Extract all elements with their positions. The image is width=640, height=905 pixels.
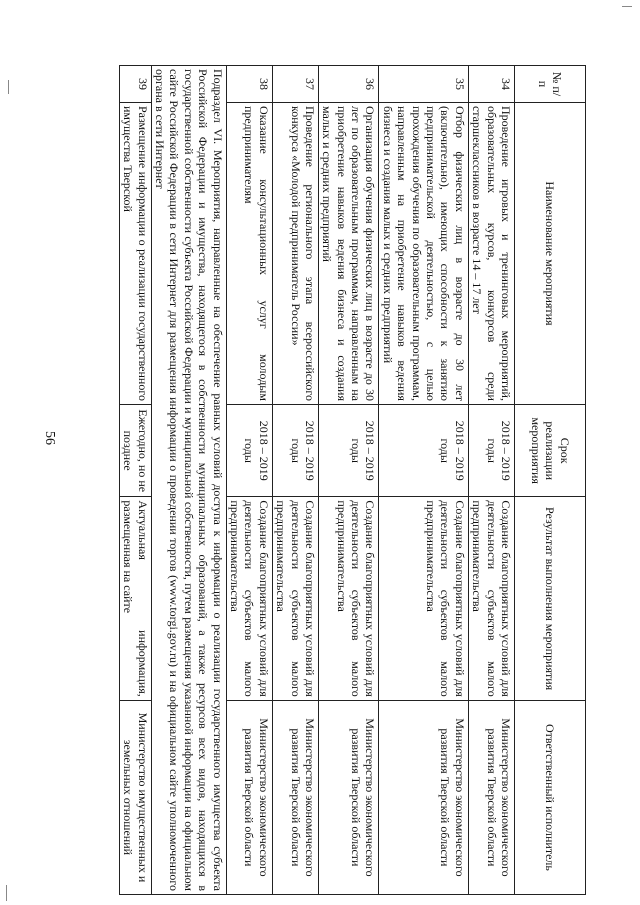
row-executor: Министерство экономического развития Тверской области [468,700,514,894]
row-result: Создание благоприятных условий для деятельности субъектов малого предпринимательства [226,497,272,700]
row-result: Создание благоприятных условий для деятельности субъектов малого предпринимательства [318,497,379,700]
row-result: Создание благоприятных условий для деятельности субъектов малого предпринимательства [379,497,468,700]
table-row [468,66,514,895]
table-row [272,66,318,895]
row-name: Отбор физических лиц в возрасте до 30 лет (включительно), имеющих способности к занятию предпринимательской деятельностью, с целью прохождения обучения по образовательным программам, направленным на приобретение навыков ведения бизнеса и создания малых и средних предприятий [379,102,468,404]
row-num: 36 [318,66,379,103]
row-name: Организация обучения физических лиц в возрасте до 30 лет по образовательным программам, направленным на приобретение навыков ведения бизнеса и создания малых и средних предприятий [318,102,379,404]
row-num: 38 [226,66,272,103]
scan-mark [8,80,9,94]
scan-mark [622,6,632,7]
row-result: Создание благоприятных условий для деятельности субъектов малого предпринимательства [272,497,318,700]
row-executor: Министерство экономического развития Тверской области [318,700,379,894]
row-term: 2018 – 2019 годы [468,404,514,496]
rotated-table-container [121,65,586,895]
scan-mark [6,885,7,901]
row-result: Создание благоприятных условий для деятельности субъектов малого предпринимательства [468,497,514,700]
row-name: Размещение информации о реализации государственного имущества Тверской [119,102,151,404]
row-executor: Министерство имущественных и земельных отношений [119,700,151,894]
table-row [379,66,468,895]
row-term: Ежегодно, но не позднее [119,404,151,496]
row-term: 2018 – 2019 годы [318,404,379,496]
row-term: 2018 – 2019 годы [226,404,272,496]
table-row [226,66,272,895]
table-header-row [515,66,586,895]
header-num: № п/п [515,66,586,103]
row-term: 2018 – 2019 годы [379,404,468,496]
row-term: 2018 – 2019 годы [272,404,318,496]
header-name: Наименование мероприятия [515,102,586,404]
section-heading: Подраздел VI. Мероприятия, направленные на обеспечение равных условий доступа к информации о реализации государственного имущества субъекта Российской Федерации и имущества, находящегося в собственности муниципальных образований, а также ресурсов всех видов, находящихся в государственной собственности субъекта Российской Федерации и муниципальной собственности, путем размещения указанной информации на официальном сайте Российской Федерации в сети Интернет для размещения информации о проведении торгов (www.torgi.gov.ru) и на официальном сайте уполномоченного органа в сети Интернет [151,66,226,895]
row-executor: Министерство экономического развития Тверской области [379,700,468,894]
row-name: Оказание консультационных услуг молодым предпринимателям [226,102,272,404]
table-row [119,66,151,895]
row-name: Проведение регионального этапа всероссийского конкурса «Молодой предприниматель России» [272,102,318,404]
row-executor: Министерство экономического развития Тверской области [226,700,272,894]
row-num: 39 [119,66,151,103]
page-number: 56 [42,431,57,445]
row-num: 34 [468,66,514,103]
section-row [151,66,226,895]
row-num: 35 [379,66,468,103]
header-term: Срок реализации мероприятия [515,404,586,496]
table-row [318,66,379,895]
row-result: Актуальная информация, размещенная на сайте [119,497,151,700]
header-executor: Ответственный исполнитель [515,700,586,894]
measures-table [119,65,586,895]
row-num: 37 [272,66,318,103]
row-executor: Министерство экономического развития Тверской области [272,700,318,894]
header-result: Результат выполнения мероприятия [515,497,586,700]
row-name: Проведение игровых и тренинговых мероприятий, образовательных курсов, конкурсов среди старшеклассников в возрасте 14 – 17 лет [468,102,514,404]
